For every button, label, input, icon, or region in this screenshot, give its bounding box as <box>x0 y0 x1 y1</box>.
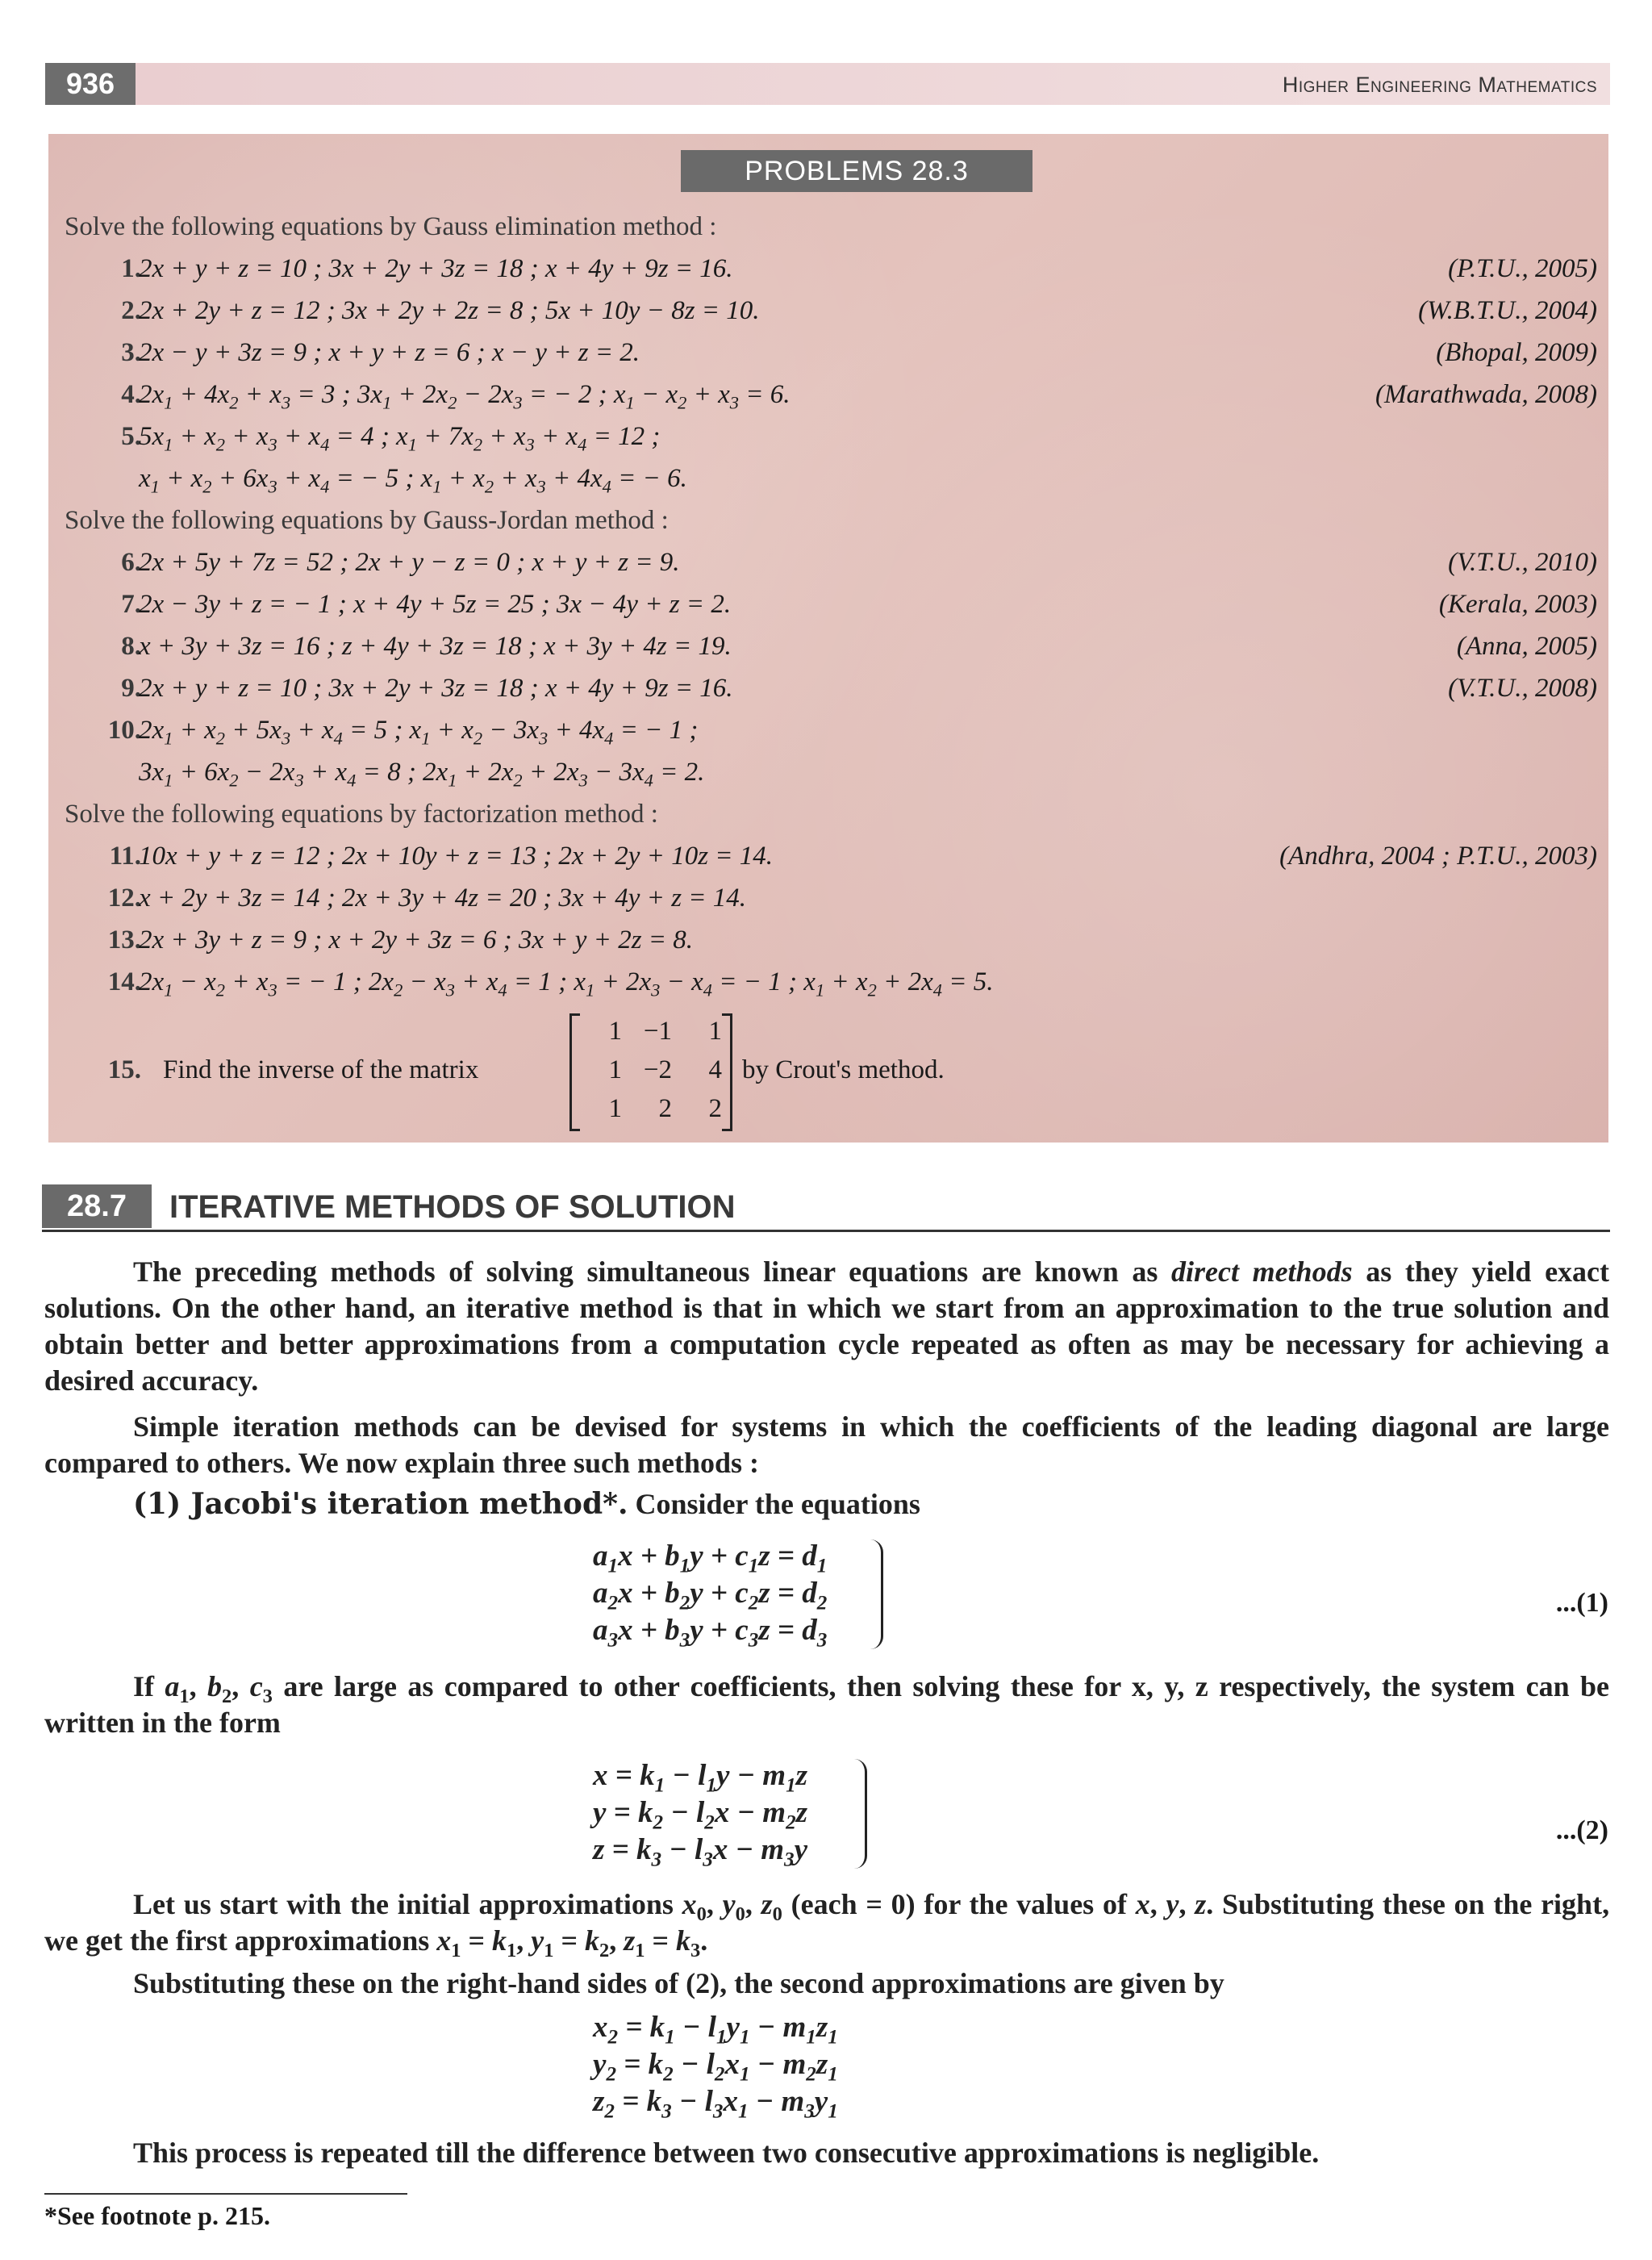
problem-source: (Marathwada, 2008) <box>1375 380 1597 409</box>
problem-7 <box>48 586 1597 623</box>
problem-source: (V.T.U., 2008) <box>1448 674 1597 703</box>
problem-equation: 2x + 2y + z = 12 ; 3x + 2y + 2z = 8 ; 5x + 10y − 8z = 10. <box>139 296 760 325</box>
section-heading <box>42 1184 1610 1232</box>
paragraph-6 <box>44 2135 1609 2171</box>
matrix-cell: 1 <box>708 1017 722 1046</box>
problem-number: 5. <box>121 422 141 451</box>
problem-number: 12. <box>107 884 141 913</box>
section-title: ITERATIVE METHODS OF SOLUTION <box>169 1189 736 1225</box>
section-number: 28.7 <box>42 1184 152 1228</box>
paragraph-text: are large as compared to other coefficients, then solving these for x, y, z respectively, the system can be written in the form <box>44 1670 1609 1739</box>
matrix-cell: 1 <box>608 1094 622 1123</box>
problem-9 <box>48 670 1597 707</box>
footnote: *See footnote p. 215. <box>44 2201 270 2230</box>
right-brace <box>863 1539 883 1649</box>
problem-equation: $2x_1 - x_2 + x_3$ = − 1 ; $2x_2 - x_3 + x_4 = 1$ ; $x_1 + 2x_3 - x_4$ = − 1 ; $x_1 + x_2 + 2x_4 = 5$. <box>139 967 994 1000</box>
problem-equation: $x_1 + x_2 + 6x_3 + x_4$ = − 5 ; $x_1 + x_2 + x_3 + 4x_4$ = − 6. <box>139 464 687 497</box>
problem-number: 9. <box>121 674 141 703</box>
page-number: 936 <box>45 63 136 105</box>
paragraph-text: Consider the equations <box>628 1488 920 1520</box>
problem-number: 2. <box>121 296 141 325</box>
running-head: Higher Engineering Mathematics <box>1282 73 1597 97</box>
page-header <box>45 63 1610 105</box>
problem-12 <box>48 879 1597 917</box>
jacobi-heading: (1) Jacobi's iteration method*. <box>133 1487 628 1521</box>
equation-system-3: $x_2 = k_1 - l_1y_1 - m_1z_1$ $y_2 = k_2 - l_2x_1 - m_2z_1$ $z_2 = k_3 - l_3x_1 - m_3y_1$ <box>593 2011 838 2123</box>
problem-3 <box>48 334 1597 371</box>
problem-number: 6. <box>121 548 141 577</box>
problem-equation: x + 3y + 3z = 16 ; z + 4y + 3z = 18 ; x + 3y + 4z = 19. <box>139 632 732 661</box>
matrix <box>569 1013 732 1131</box>
problem-14 <box>48 963 1597 1000</box>
problem-4 <box>48 376 1597 413</box>
problem-equation: 2x + y + z = 10 ; 3x + 2y + 3z = 18 ; x + 4y + 9z = 16. <box>139 254 733 283</box>
paragraph-1 <box>44 1254 1609 1399</box>
problem-equation: 10x + y + z = 12 ; 2x + 10y + z = 13 ; 2x + 2y + 10z = 14. <box>139 842 774 871</box>
jacobi-intro <box>44 1486 1609 1523</box>
problem-source: (P.T.U., 2005) <box>1448 254 1597 283</box>
problem-6 <box>48 544 1597 581</box>
problem-13 <box>48 921 1597 959</box>
matrix-cell: 2 <box>708 1094 722 1123</box>
problems-title: PROBLEMS 28.3 <box>681 150 1032 192</box>
matrix-cell: 1 <box>608 1055 622 1084</box>
paragraph-text: The preceding methods of solving simultaneous linear equations are known as <box>133 1255 1171 1288</box>
problem-source: (W.B.T.U., 2004) <box>1418 296 1597 325</box>
problem-number: 11. <box>109 842 141 871</box>
equation-system-2: $x = k_1 - l_1y - m_1z$ $y = k_2 - l_2x - m_2z$ $z = k_3 - l_3x - m_3y$ <box>593 1759 808 1871</box>
problem-number: 8. <box>121 632 141 661</box>
equation-system-1: $a_1x + b_1y + c_1z = d_1$ $a_2x + b_2y + c_2z = d_2$ $a_3x + b_3y + c_3z = d_3$ <box>593 1539 828 1652</box>
problem-10-cont <box>48 754 1597 791</box>
problem-equation: $3x_1 + 6x_2 - 2x_3 + x_4 = 8$ ; $2x_1 + 2x_2 + 2x_3 - 3x_4 = 2$. <box>139 758 705 791</box>
right-brace <box>847 1759 867 1869</box>
problem-number: 4. <box>121 380 141 409</box>
problem-15 <box>73 1013 1041 1134</box>
problem-1 <box>48 250 1597 287</box>
instruction-factorization: Solve the following equations by factorization method : <box>65 800 658 829</box>
problem-number: 3. <box>121 338 141 367</box>
problem-source: (Bhopal, 2009) <box>1436 338 1597 367</box>
problem-source: (Kerala, 2003) <box>1438 590 1597 619</box>
paragraph-5: Substituting these on the right-hand sides of (2), the second approximations are given by <box>133 1967 1224 1999</box>
problem-equation: 2x − y + 3z = 9 ; x + y + z = 6 ; x − y + z = 2. <box>139 338 640 367</box>
problem-5 <box>48 418 1597 455</box>
problem-equation: 2x + y + z = 10 ; 3x + 2y + 3z = 18 ; x + 4y + 9z = 16. <box>139 674 733 703</box>
equation-tag: ...(1) <box>1555 1588 1608 1618</box>
problems-box <box>48 134 1608 1143</box>
problem-number: 7. <box>121 590 141 619</box>
problem-text: by Crout's method. <box>742 1055 945 1084</box>
problem-11 <box>48 838 1597 875</box>
problem-8 <box>48 628 1597 665</box>
problem-equation: $5x_1 + x_2 + x_3 + x_4 = 4$ ; $x_1 + 7x_2 + x_3 + x_4 = 12$ ; <box>139 422 661 455</box>
problem-text: Find the inverse of the matrix <box>163 1055 479 1084</box>
problem-number: 15. <box>107 1055 141 1084</box>
problem-equation: x + 2y + 3z = 14 ; 2x + 3y + 4z = 20 ; 3x + 4y + z = 14. <box>139 884 747 913</box>
matrix-cell: −2 <box>643 1055 672 1084</box>
problem-source: (Andhra, 2004 ; P.T.U., 2003) <box>1279 842 1597 871</box>
footnote-rule <box>44 2193 407 2195</box>
instruction-gauss-jordan: Solve the following equations by Gauss-Jordan method : <box>65 506 669 535</box>
problem-2 <box>48 292 1597 329</box>
paragraph-text: This process is repeated till the difference between two consecutive approximations is negligible. <box>133 2137 1320 2169</box>
problem-equation: 2x − 3y + z = − 1 ; x + 4y + 5z = 25 ; 3x − 4y + z = 2. <box>139 590 732 619</box>
problem-equation: $2x_1 + x_2 + 5x_3 + x_4 = 5$ ; $x_1 + x_2 - 3x_3 + 4x_4$ = − 1 ; <box>139 716 699 749</box>
paragraph-text: as they yield exact solutions. On the other hand, an iterative method is that in which we start from an approximation to the true solution and obtain better and better approximations from a computation cycle repeated as often as may be necessary for achieving a desired accuracy. <box>44 1255 1610 1397</box>
problem-number: 1. <box>121 254 141 283</box>
problem-number: 14. <box>107 967 141 996</box>
emphasis: direct methods <box>1170 1255 1353 1288</box>
problem-10 <box>48 712 1597 749</box>
matrix-cell: 4 <box>708 1055 722 1084</box>
problem-number: 10. <box>107 716 141 745</box>
equation-tag: ...(2) <box>1555 1815 1608 1845</box>
matrix-cell: −1 <box>643 1017 672 1046</box>
matrix-cell: 1 <box>608 1017 622 1046</box>
problem-equation: $2x_1 + 4x_2 + x_3 = 3$ ; $3x_1 + 2x_2 - 2x_3$ = − 2 ; $x_1 - x_2 + x_3 = 6$. <box>139 380 791 413</box>
paragraph-3: If $a_1$, $b_2$, $c_3$ are large as compared to other coefficients, then solving these for x, y, z respectively, the system can be written in the form <box>44 1670 1609 1739</box>
instruction-gauss: Solve the following equations by Gauss elimination method : <box>65 212 717 241</box>
problem-5-cont <box>48 460 1597 497</box>
problem-equation: 2x + 5y + 7z = 52 ; 2x + y − z = 0 ; x + y + z = 9. <box>139 548 680 577</box>
problem-source: (V.T.U., 2010) <box>1448 548 1597 577</box>
problem-number: 13. <box>107 925 141 955</box>
paragraph-4: Let us start with the initial approximations $x_0$, $y_0$, $z_0$ (each = 0) for the values of x, y, z. Substituting these on the right, we get the first approximations $x_1 = k_1$, $y_1 = k_2$, $z_1 = k_3$. <box>44 1888 1610 1962</box>
problem-source: (Anna, 2005) <box>1456 632 1597 661</box>
paragraph-2 <box>44 1409 1609 1481</box>
problem-equation: 2x + 3y + z = 9 ; x + 2y + 3z = 6 ; 3x + y + 2z = 8. <box>139 925 694 955</box>
matrix-cell: 2 <box>658 1094 672 1123</box>
paragraph-text: Simple iteration methods can be devised for systems in which the coefficients of the leading diagonal are large compared to others. We now explain three such methods : <box>44 1410 1609 1479</box>
